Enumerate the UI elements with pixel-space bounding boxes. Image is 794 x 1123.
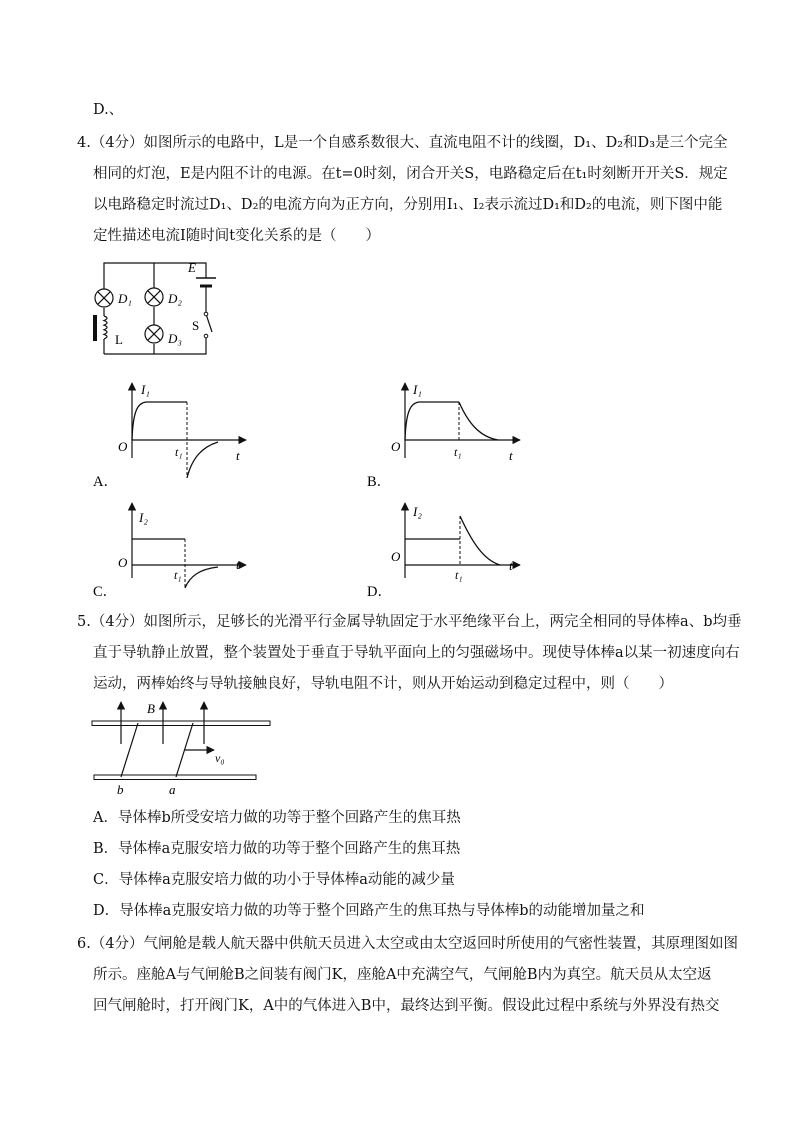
graph-d-ylabel: I₂ [413,504,422,519]
graph-a-option: A． [93,474,118,490]
q4-stem-line3: 以电路稳定时流过D₁、D₂的电流方向为正方向，分别用I₁、I₂表示流过D₁和D₂的电流，则下图中能 [93,197,723,213]
graph-d-origin: O [391,549,401,564]
label-d1: D₁ [118,291,132,306]
lower-rail [94,775,256,780]
graph-a-tick: t₁ [175,445,183,459]
graph-b-ylabel: I₁ [413,382,422,397]
lamp-d3-icon [145,325,163,343]
graph-d-tick: t₁ [455,568,463,582]
graph-a [93,382,246,490]
label-d3: D₃ [168,331,182,346]
q4-stem-line1: 4.（4分）如图所示的电路中，L是一个自感系数很大、直流电阻不计的线圈，D₁、D₂和D₃是三个完全 [77,135,728,151]
q6-stem-line3: 回气闸舱时，打开阀门K，A中的气体进入B中，最终达到平衡。假设此过程中系统与外界没有热交 [93,998,720,1014]
q5-rails-diagram [90,698,275,798]
graph-c-xlabel: t [236,557,240,572]
q5-stem-line3: 运动，两棒始终与导轨接触良好，导轨电阻不计，则从开始运动到稳定过程中，则（ ） [93,676,673,692]
graph-d-decay-curve [460,516,500,565]
label-d2: D₂ [168,291,182,306]
q5-option-a: A．导体棒b所受安培力做的功等于整个回路产生的焦耳热 [93,810,461,826]
graph-b-curve [405,402,459,440]
graph-b-tick: t₁ [454,445,462,459]
graph-a-xlabel: t [236,448,240,463]
label-e: E [188,260,196,275]
lamp-d1-icon [95,289,113,307]
q3-option-d: D.、 [93,102,124,118]
graph-a-origin: O [118,439,128,454]
q5-option-c: C．导体棒a克服安培力做的功小于导体棒a动能的减少量 [93,872,455,888]
graph-c-decay-curve [185,567,218,588]
q6-stem-line2: 所示。座舱A与气闸舱B之间装有阀门K，座舱A中充满空气，气闸舱B内为真空。航天员从太空返 [93,967,712,983]
battery-icon [196,278,216,286]
label-rod-a: a [169,782,176,797]
q4-circuit-diagram [88,256,228,361]
q4-graphs [88,380,528,605]
label-rod-b: b [117,782,124,797]
graph-d-xlabel: t [509,558,513,573]
label-s: S [192,318,200,333]
q4-stem-line2: 相同的灯泡，E是内阻不计的电源。在t=0时刻，闭合开关S，电路稳定后在t₁时刻断开开关S．规定 [93,166,728,182]
label-l: L [115,332,123,347]
graph-c-origin: O [118,555,128,570]
q5-option-b: B．导体棒a克服安培力做的功等于整个回路产生的焦耳热 [93,841,461,857]
graph-b-decay-curve [459,402,498,440]
q4-stem-line4: 定性描述电流I随时间t变化关系的是（ ） [93,228,381,244]
graph-d-option: D． [367,584,392,600]
q5-option-d: D．导体棒a克服安培力做的功等于整个回路产生的焦耳热与导体棒b的动能增加量之和 [93,903,645,919]
upper-rail [92,721,270,726]
coil-inductor-icon [93,315,107,341]
label-v0: v₀ [215,751,225,765]
q5-stem-line1: 5.（4分）如图所示，足够长的光滑平行金属导轨固定于水平绝缘平台上，两完全相同的导体棒a、b均垂 [77,614,742,630]
graph-c-tick: t₁ [174,568,182,582]
graph-a-curve [132,402,187,440]
lamp-d2-icon [145,288,163,306]
graph-b-xlabel: t [509,448,513,463]
graph-c-option: C． [93,584,118,600]
graph-a-ylabel: I₁ [141,382,150,397]
graph-b-option: B． [367,474,392,490]
graph-d [367,503,520,600]
rod-b [121,723,138,777]
q5-stem-line2: 直于导轨静止放置，整个装置处于垂直于导轨平面向上的匀强磁场中。现使导体棒a以某一初速度向右 [93,645,740,661]
graph-c-ylabel: I₂ [139,510,148,525]
graph-a-decay-curve [187,442,218,478]
graph-b-origin: O [391,439,401,454]
graph-c [93,503,246,600]
graph-b [367,382,520,490]
label-b-field: B [147,701,155,716]
q6-stem-line1: 6.（4分）气闸舱是载人航天器中供航天员进入太空或由太空返回时所使用的气密性装置，其原理图如图 [77,936,739,952]
